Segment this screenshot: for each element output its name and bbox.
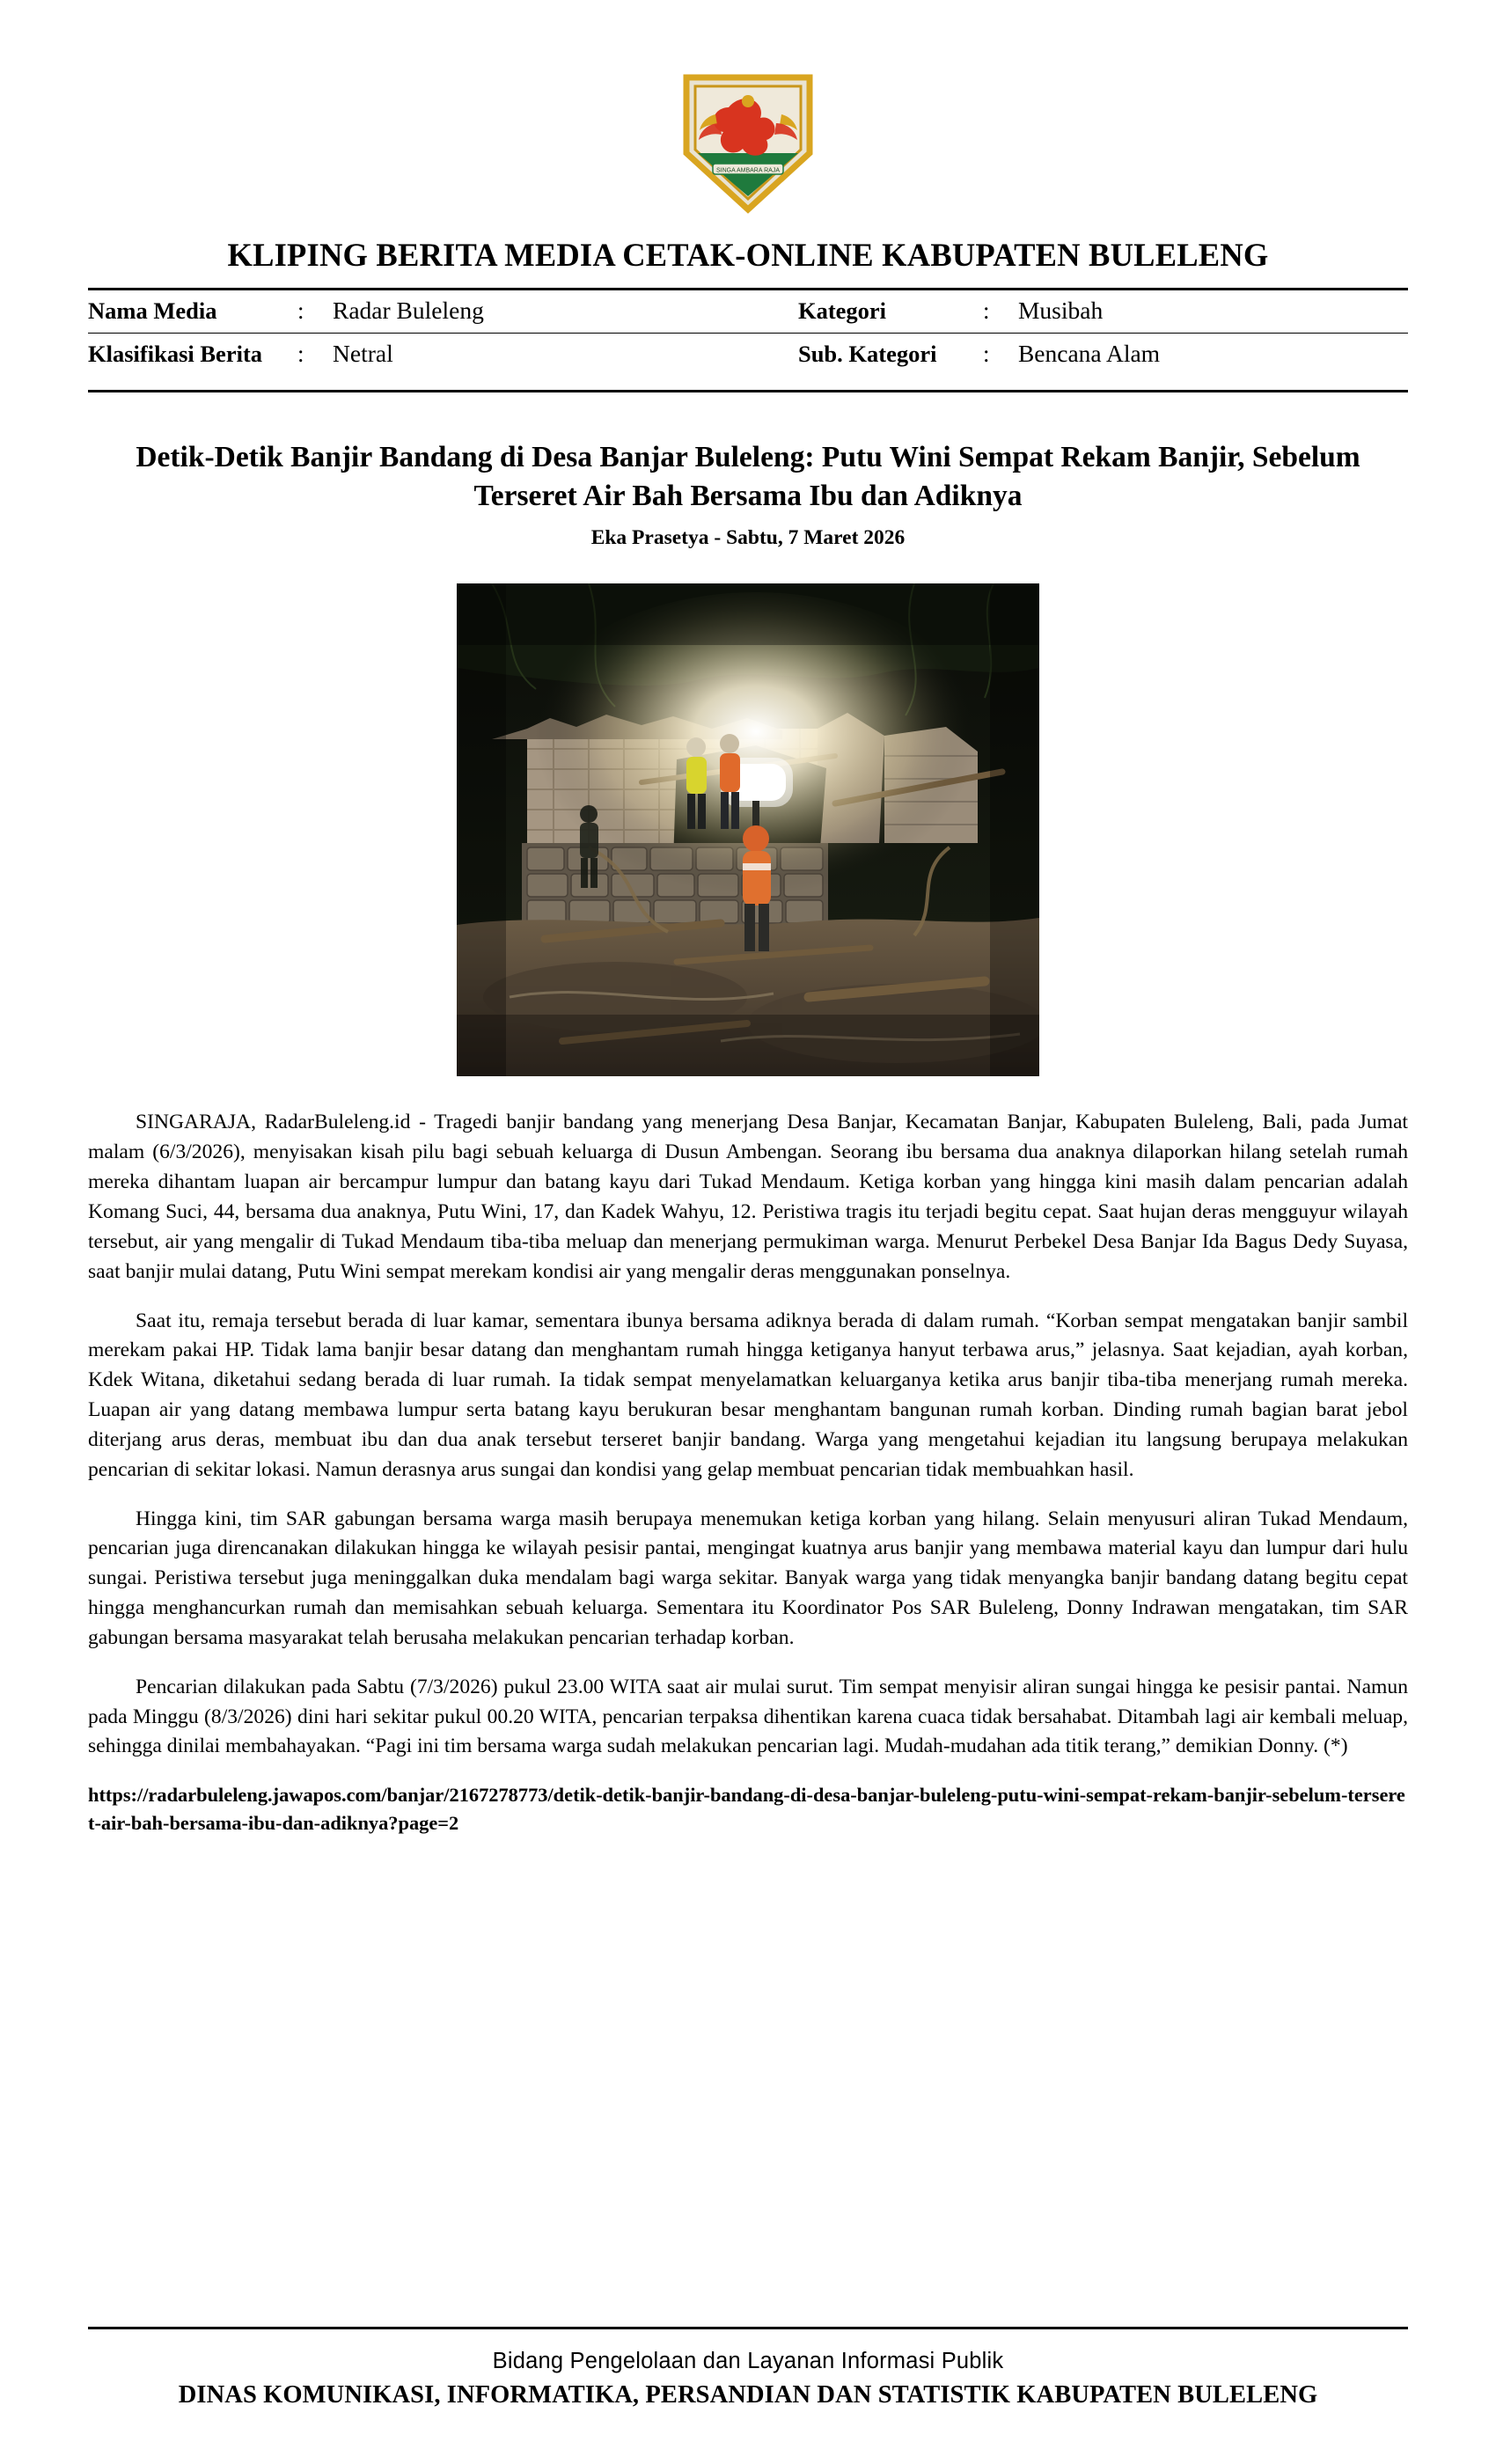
article-photo bbox=[457, 583, 1039, 1076]
crest-motto-text: SINGA AMBARA RAJA bbox=[716, 167, 780, 174]
footer-department-division: Bidang Pengelolaan dan Layanan Informasi Publik bbox=[492, 2349, 1004, 2373]
label-nama-media: Nama Media bbox=[88, 297, 217, 324]
value-kategori: Musibah bbox=[1017, 297, 1104, 324]
colon-4: : bbox=[982, 340, 990, 367]
article-byline: Eka Prasetya - Sabtu, 7 Maret 2026 bbox=[590, 526, 906, 550]
value-klasifikasi-berita: Netral bbox=[333, 340, 393, 367]
article-paragraph: SINGARAJA, RadarBuleleng.id - Tragedi banjir bandang yang menerjang Desa Banjar, Kecamatan Banjar, Kabupaten Buleleng, Bali, pada Jumat malam (6/3/2026), menyisakan kisah pilu bagi sebuah keluarga di Dusun Ambengan. Seorang ibu bersama dua anaknya dilaporkan hilang setelah rumah mereka dihantam luapan air bercampur lumpur dan batang kayu dari Tukad Mendaum. Ketiga korban yang hingga kini masih dalam pencarian adalah Komang Suci, 44, bersama dua anaknya, Putu Wini, 17, dan Kadek Wahyu, 12. Peristiwa tragis itu terjadi begitu cepat. Saat hujan deras mengguyur wilayah tersebut, air yang mengalir di Tukad Mendaum tiba-tiba meluap dan menerjang permukiman warga. Menurut Perbekel Desa Banjar Ida Bagus Dedy Suyasa, saat banjir mulai datang, Putu Wini sempat merekam kondisi air yang mengalir deras menggunakan ponselnya. bbox=[88, 1111, 1408, 1283]
label-sub-kategori: Sub. Kategori bbox=[797, 340, 937, 367]
article-source-url[interactable]: https://radarbuleleng.jawapos.com/banjar/2167278773/detik-detik-banjir-bandang-di-desa-banjar-buleleng-putu-wini-sempat-rekam-banjir-sebelum-terseret-air-bah-bersama-ibu-dan-adiknya?page=2 bbox=[88, 1784, 1405, 1835]
article-photo-container bbox=[88, 583, 1408, 1076]
meta-row-klasifikasi bbox=[88, 334, 1408, 377]
document-footer bbox=[88, 2327, 1408, 2409]
article-body bbox=[88, 1108, 1408, 1837]
page-title: KLIPING BERITA MEDIA CETAK-ONLINE KABUPATEN BULELENG bbox=[227, 237, 1269, 273]
article-paragraph: Pencarian dilakukan pada Sabtu (7/3/2026) pukul 23.00 WITA saat air mulai surut. Tim sempat menyisir aliran sungai hingga ke pesisir pantai. Namun pada Minggu (8/3/2026) dini hari sekitar pukul 00.20 WITA, pencarian terpaksa dihentikan karena cuaca tidak bersahabat. Ditambah lagi air kembali meluap, sehingga dinilai membahayakan. “Pagi ini tim bersama warga sudah melakukan pencarian lagi. Mudah-mudahan ada titik terang,” demikian Donny. (*) bbox=[88, 1675, 1408, 1758]
article-headline: Detik-Detik Banjir Bandang di Desa Banjar Buleleng: Putu Wini Sempat Rekam Banjir, Sebelum Terseret Air Bah Bersama Ibu dan Adiknya bbox=[136, 441, 1360, 513]
footer-divider bbox=[88, 2327, 1408, 2329]
label-klasifikasi-berita: Klasifikasi Berita bbox=[88, 340, 263, 367]
value-sub-kategori: Bencana Alam bbox=[1017, 340, 1161, 367]
value-nama-media: Radar Buleleng bbox=[333, 297, 484, 324]
buleleng-regency-crest-icon bbox=[674, 69, 822, 216]
meta-bottom-divider bbox=[88, 390, 1408, 392]
logo-container bbox=[88, 0, 1408, 216]
article-paragraph: Saat itu, remaja tersebut berada di luar kamar, sementara ibunya bersama adiknya berada di dalam rumah. “Korban sempat mengatakan banjir sambil merekam pakai HP. Tidak lama banjir besar datang dan menghantam rumah hingga ketiganya hanyut terbawa arus,” jelasnya. Saat kejadian, ayah korban, Kdek Witana, diketahui sedang berada di luar rumah. Ia tidak sempat menyelamatkan keluarganya ketika arus banjir tiba-tiba menerjang rumah mereka. Luapan air yang datang membawa lumpur serta batang kayu berukuran besar menghantam bangunan rumah korban. Dinding rumah bagian barat jebol diterjang arus deras, membuat ibu dan dua anak tersebut terseret banjir bandang. Warga yang mengetahui kejadian itu langsung berupaya melakukan pencarian di sekitar lokasi. Namun derasnya arus sungai dan kondisi yang gelap membuat pencarian tidak membuahkan hasil. bbox=[88, 1309, 1408, 1481]
colon-1: : bbox=[297, 297, 304, 324]
clipping-meta-table bbox=[88, 290, 1408, 376]
colon-2: : bbox=[982, 297, 990, 324]
colon-3: : bbox=[297, 340, 304, 367]
label-kategori: Kategori bbox=[797, 297, 887, 324]
meta-row-media bbox=[88, 290, 1408, 333]
article-paragraph: Hingga kini, tim SAR gabungan bersama warga masih berupaya menemukan ketiga korban yang hilang. Selain menyusuri aliran Tukad Mendaum, pencarian juga direncanakan dilakukan hingga ke wilayah pesisir pantai, mengingat kuatnya arus banjir yang membawa material kayu dan lumpur dari hulu sungai. Peristiwa tersebut juga meninggalkan duka mendalam bagi warga sekitar. Banyak warga yang tidak menyangka banjir bandang datang begitu cepat hingga menghancurkan rumah dan memisahkan sebuah keluarga. Sementara itu Koordinator Pos SAR Buleleng, Donny Indrawan mengatakan, tim SAR gabungan bersama masyarakat telah berusaha melakukan pencarian terhadap korban. bbox=[88, 1507, 1408, 1649]
footer-department-name: DINAS KOMUNIKASI, INFORMATIKA, PERSANDIAN DAN STATISTIK KABUPATEN BULELENG bbox=[178, 2381, 1318, 2409]
